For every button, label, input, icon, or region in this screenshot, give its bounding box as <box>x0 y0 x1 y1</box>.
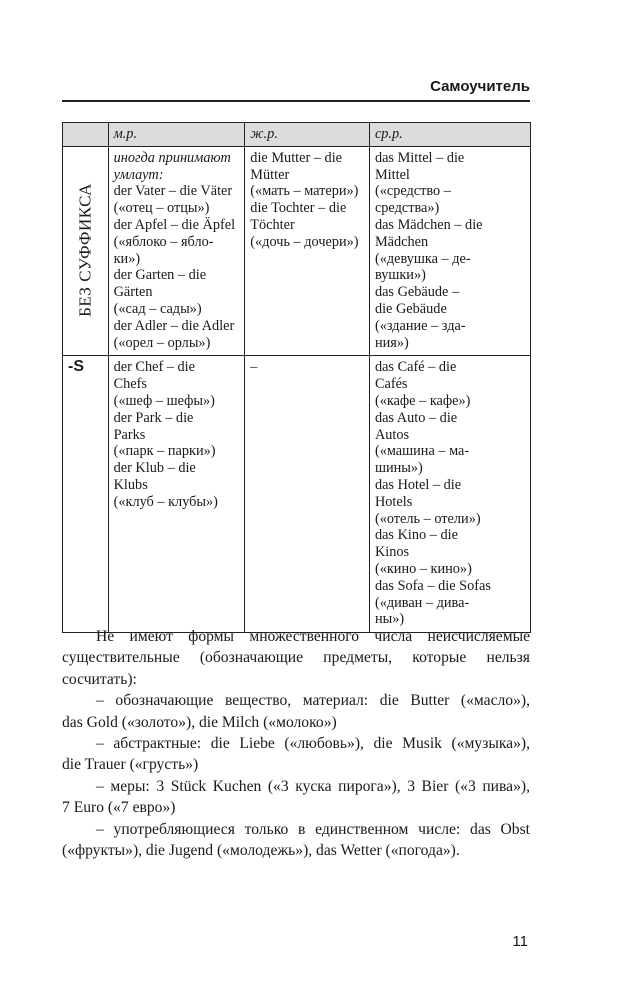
paragraph-line: das Gold («золото»), die Milch («молоко») <box>62 713 337 731</box>
running-head: Самоучитель <box>430 78 530 95</box>
table-cell <box>245 356 370 633</box>
cell-line: («машина – ма- <box>374 443 470 460</box>
cell-line: die Mutter – die <box>250 149 343 166</box>
cell-line: ния») <box>374 334 409 351</box>
cell-line: Mädchen <box>374 233 429 250</box>
paragraph-line: die Trauer («грусть») <box>62 756 199 774</box>
cell-line: («дочь – дочери») <box>250 233 359 250</box>
cell-line: («диван – дива- <box>374 594 470 611</box>
cell-line: («яблоко – ябло- <box>113 233 214 250</box>
header-cell-neuter: ср.р. <box>369 123 530 147</box>
table-cell <box>108 356 245 633</box>
cell-line: Mütter <box>250 166 290 183</box>
header-cell <box>63 123 109 147</box>
cell-line: das Mädchen – die <box>374 216 483 233</box>
cell-line: («сад – сады») <box>113 300 202 317</box>
header-cell-masculine: м.р. <box>108 123 245 147</box>
cell-line: умлаут: <box>113 166 164 183</box>
cell-line: Mittel <box>374 166 410 183</box>
cell-line: – <box>250 359 258 376</box>
cell-line: der Garten – die <box>113 267 207 284</box>
body-paragraphs <box>62 626 530 861</box>
table-cell <box>369 356 530 633</box>
cell-line: Parks <box>113 426 146 443</box>
paragraph-line: – обозначающие вещество, материал: die Butter («масло»), <box>96 692 530 710</box>
cell-line: die Tochter – die <box>250 200 347 217</box>
paragraph-line: – употребляющиеся только в единственном числе: das Obst <box>96 820 530 838</box>
cell-line: das Sofa – die Sofas <box>374 577 491 594</box>
paragraph-line: существительные (обозначающие предметы, которые нельзя <box>62 649 530 667</box>
table-row-no-suffix <box>63 146 531 356</box>
cell-line: («кафе – кафе») <box>374 392 471 409</box>
cell-line: («здание – зда- <box>374 317 466 334</box>
table-row-s-suffix <box>63 356 531 633</box>
cell-line: («девушка – де- <box>374 250 471 267</box>
paragraph-line: сосчитать): <box>62 670 137 688</box>
cell-line: der Apfel – die Äpfel <box>113 216 236 233</box>
cell-line: средства») <box>374 200 440 217</box>
cell-line: das Hotel – die <box>374 476 462 493</box>
cell-line: вушки») <box>374 267 426 284</box>
header-cell-feminine: ж.р. <box>245 123 370 147</box>
cell-line: Hotels <box>374 493 413 510</box>
cell-line: иногда принимают <box>113 149 231 166</box>
row-label: -S <box>68 358 84 376</box>
cell-line: der Adler – die Adler <box>113 317 235 334</box>
table-cell <box>245 146 370 356</box>
paragraph-line: 7 Euro («7 евро») <box>62 799 176 817</box>
cell-line: der Park – die <box>113 409 194 426</box>
cell-line: der Chef – die <box>113 359 195 376</box>
row-label-cell <box>63 146 109 356</box>
cell-line: der Klub – die <box>113 460 196 477</box>
cell-line: ны») <box>374 611 405 628</box>
cell-line: («отель – отели») <box>374 510 481 527</box>
cell-line: Gärten <box>113 284 153 301</box>
cell-line: das Kino – die <box>374 527 458 544</box>
cell-line: («кино – кино») <box>374 560 472 577</box>
cell-line: («орел – орлы») <box>113 334 211 351</box>
paragraph-line: – абстрактные: die Liebe («любовь»), die Musik («музыка»), <box>96 735 530 753</box>
cell-line: («мать – матери») <box>250 183 359 200</box>
cell-line: («клуб – клубы») <box>113 493 218 510</box>
paragraph-line: Не имеют формы множественного числа неисчисляемые <box>96 628 530 645</box>
table-cell <box>369 146 530 356</box>
cell-line: Cafés <box>374 376 408 393</box>
cell-line: («парк – парки») <box>113 443 216 460</box>
cell-line: Klubs <box>113 476 148 493</box>
cell-line: das Auto – die <box>374 409 458 426</box>
row-label: БЕЗ СУФФИКСА <box>75 182 95 317</box>
page-number: 11 <box>512 933 528 950</box>
paragraph-line: – меры: 3 Stück Kuchen («3 куска пирога»), 3 Bier («3 пива»), <box>96 777 530 795</box>
table-header-row <box>63 123 531 147</box>
cell-line: das Gebäude – <box>374 284 460 301</box>
cell-line: das Café – die <box>374 359 457 376</box>
cell-line: die Gebäude <box>374 300 447 317</box>
cell-line: Kinos <box>374 544 410 561</box>
row-label-cell <box>63 356 109 633</box>
cell-line: der Vater – die Väter <box>113 183 233 200</box>
cell-line: ки») <box>113 250 141 267</box>
cell-line: Chefs <box>113 376 147 393</box>
cell-line: das Mittel – die <box>374 149 465 166</box>
paragraph-line: («фрукты»), die Jugend («молодежь»), das Wetter («погода»). <box>62 842 460 860</box>
cell-line: («отец – отцы») <box>113 200 210 217</box>
plural-forms-table <box>62 122 531 633</box>
cell-line: Autos <box>374 426 410 443</box>
cell-line: шины») <box>374 460 423 477</box>
header-rule <box>62 100 530 102</box>
table-cell <box>108 146 245 356</box>
cell-line: («средство – <box>374 183 451 200</box>
cell-line: («шеф – шефы») <box>113 392 215 409</box>
cell-line: Töchter <box>250 216 295 233</box>
